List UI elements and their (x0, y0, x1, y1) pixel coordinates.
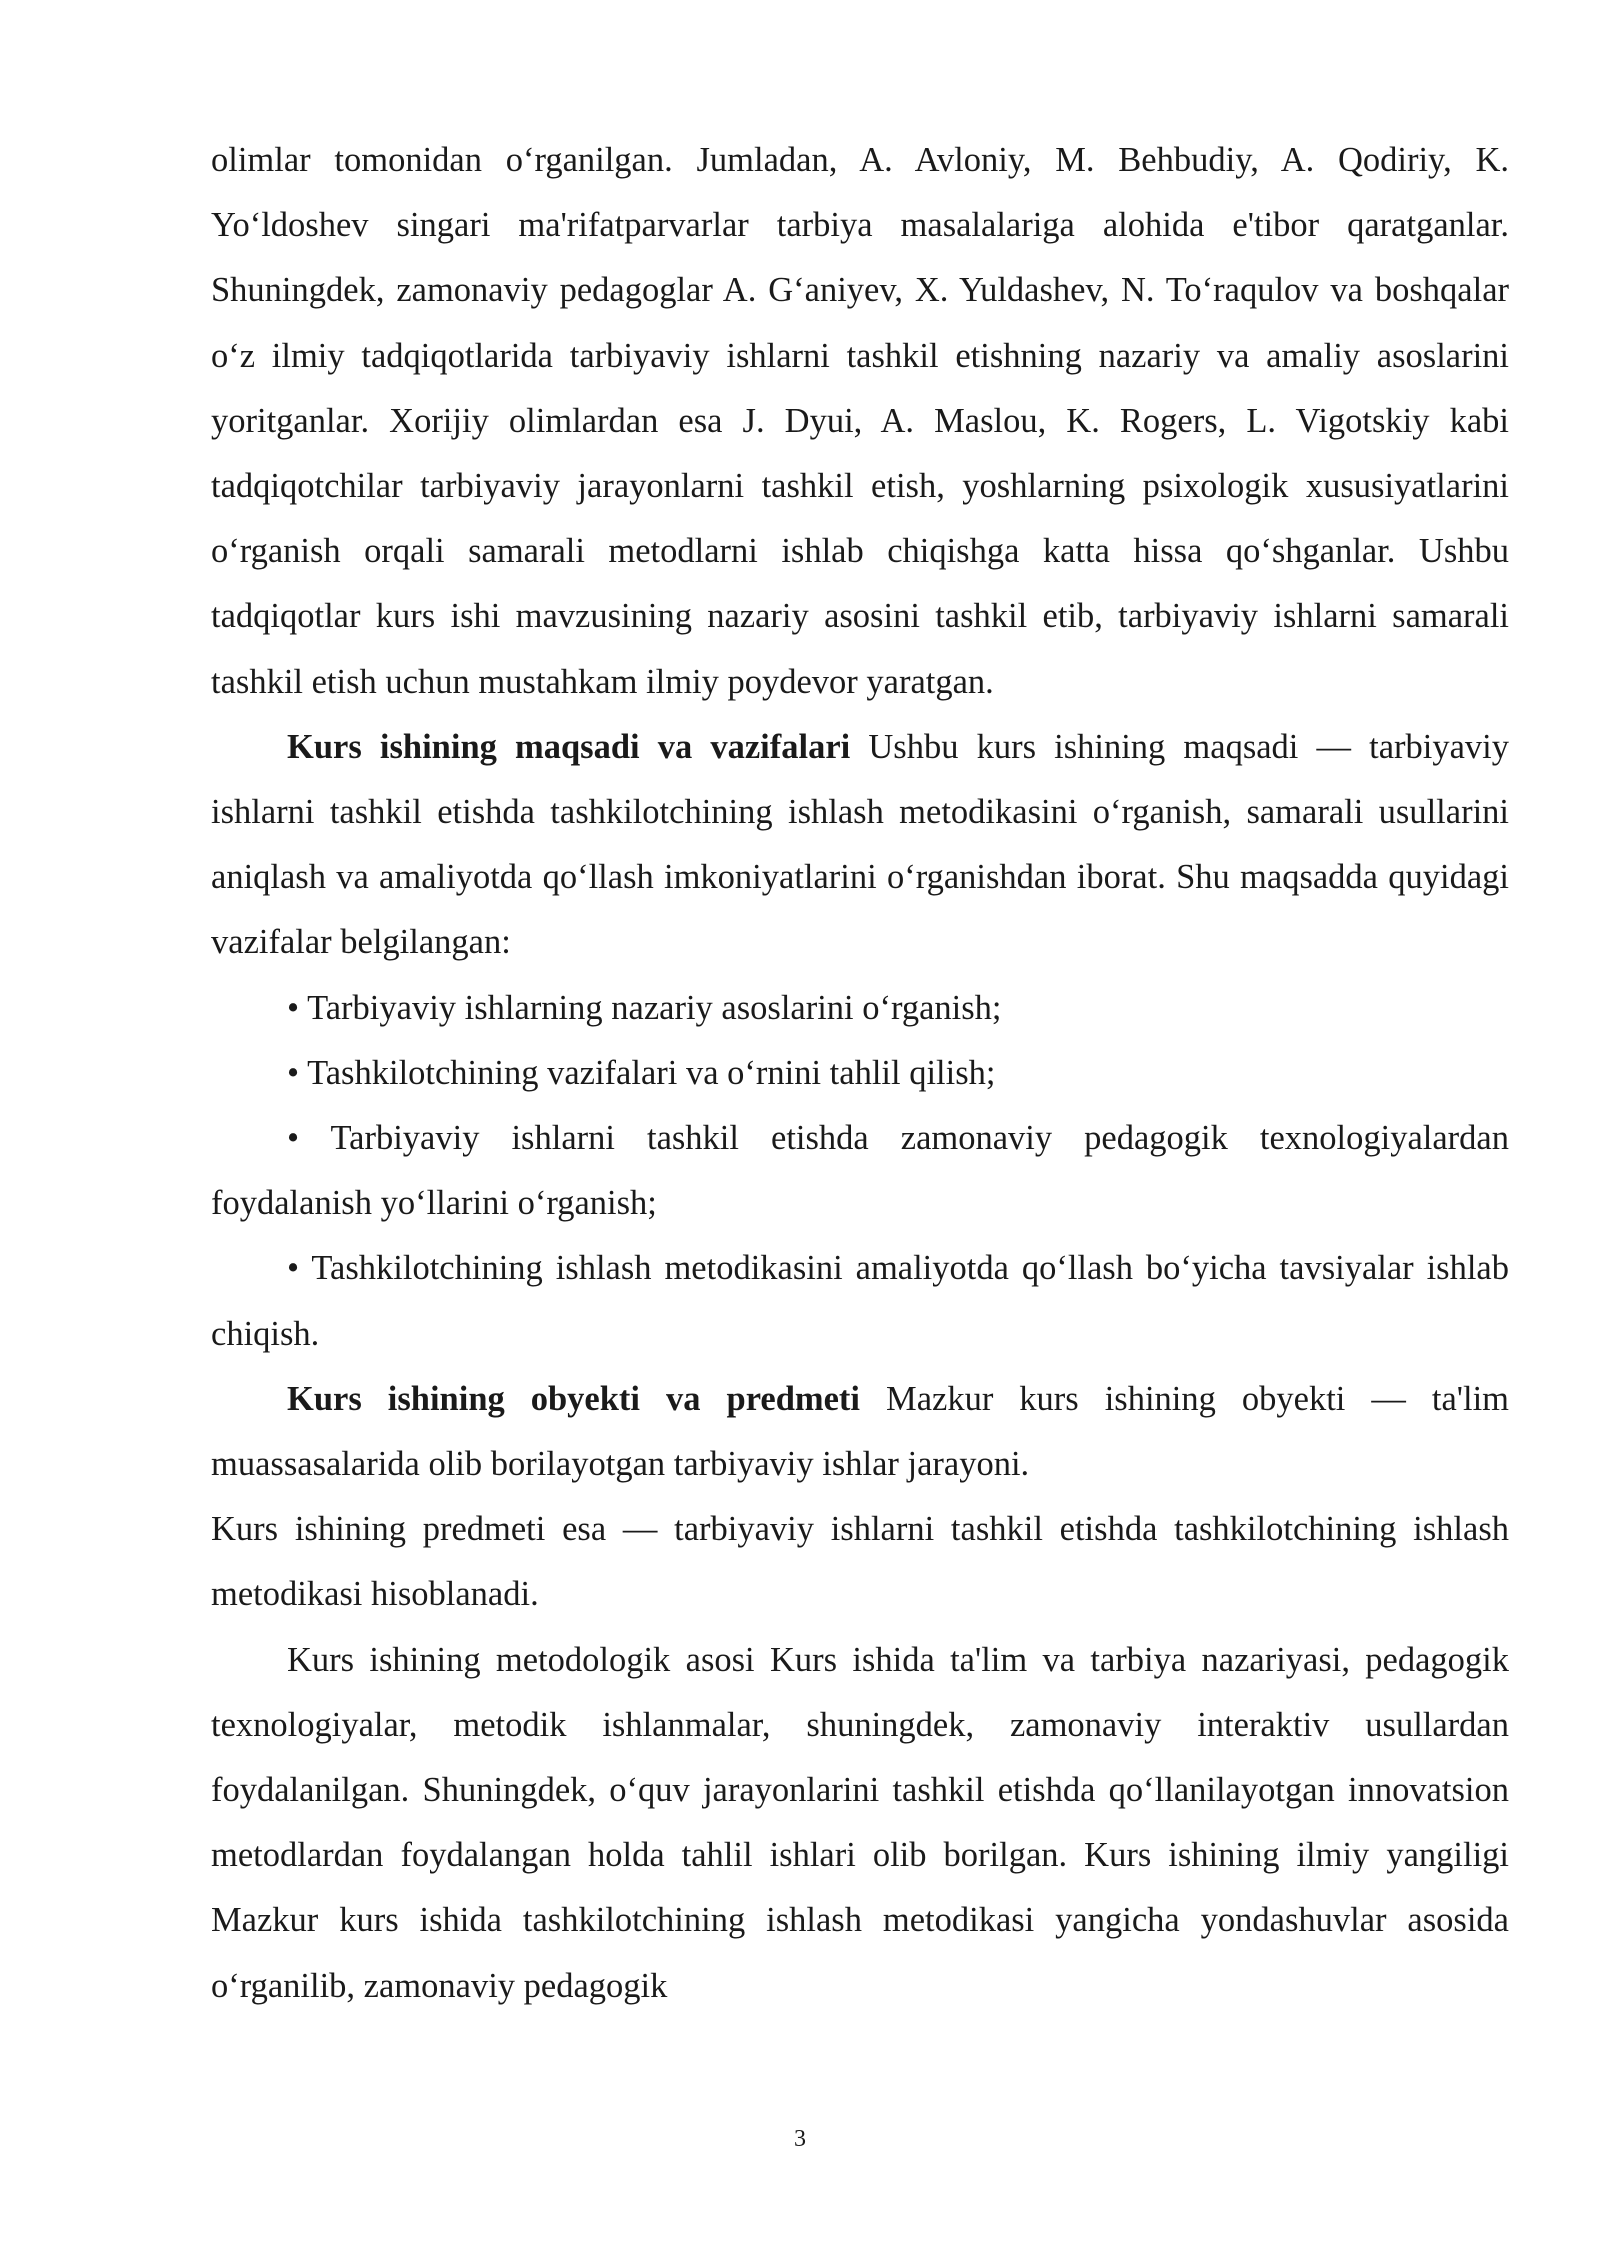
list-item: • Tarbiyaviy ishlarni tashkil etishda zamonaviy pedagogik texnologiyalardan foydalanish yo‘llarini o‘rganish; (211, 1119, 1509, 1223)
list-item: • Tashkilotchining ishlash metodikasini amaliyotda qo‘llash bo‘yicha tavsiyalar ishlab chiqish. (211, 1249, 1509, 1353)
object-text: Mazkur kurs ishining obyekti — ta'lim muassasalarida olib borilayotgan tarbiyaviy ishlar jarayoni. (211, 1379, 1509, 1484)
list-item: • Tashkilotchining vazifalari va o‘rnini tahlil qilish; (287, 1053, 996, 1092)
list-item: • Tarbiyaviy ishlarning nazariy asoslarini o‘rganish; (287, 988, 1002, 1027)
heading-object: Kurs ishining obyekti va predmeti (287, 1379, 861, 1418)
paragraph-goals (211, 715, 1509, 976)
paragraph-object (211, 1367, 1509, 1497)
heading-goals: Kurs ishining maqsadi va vazifalari (287, 727, 851, 766)
page-number: 3 (794, 2126, 806, 2152)
goals-text: Ushbu kurs ishining maqsadi — tarbiyaviy ishlarni tashkil etishda tashkilotchining ishlash metodikasini o‘rganish, samarali usullarini aniqlash va amaliyotda qo‘llash imkoniyatlarini o‘rganishdan iborat. Shu maqsadda quyidagi vazifalar belgilangan: (211, 727, 1510, 962)
paragraph-methodology: Kurs ishining metodologik asosi Kurs ishida ta'lim va tarbiya nazariyasi, pedagogik texnologiyalar, metodik ishlanmalar, shuningdek, zamonaviy interaktiv usullardan foydalanilgan. Shuningdek, o‘quv jarayonlarini tashkil etishda qo‘llanilayotgan innovatsion metodlardan foydalangan holda tahlil ishlari olib borilgan. Kurs ishining ilmiy yangiligi Mazkur kurs ishida tashkilotchining ishlash metodikasi yangicha yondashuvlar asosida o‘rganilib, zamonaviy pedagogik (211, 1640, 1509, 2005)
page-body (211, 128, 1509, 2019)
paragraph-subject: Kurs ishining predmeti esa — tarbiyaviy ishlarni tashkil etishda tashkilotchining ishlash metodikasi hisoblanadi. (211, 1510, 1509, 1614)
paragraph-scholars: olimlar tomonidan o‘rganilgan. Jumladan, A. Avloniy, M. Behbudiy, A. Qodiriy, K. Yo‘ldoshev singari ma'rifatparvarlar tarbiya masalalariga alohida e'tibor qaratganlar. Shuningdek, zamonaviy pedagoglar A. G‘aniyev, X. Yuldashev, N. To‘raqulov va boshqalar o‘z ilmiy tadqiqotlarida tarbiyaviy ishlarni tashkil etishning nazariy va amaliy asoslarini yoritganlar. Xorijiy olimlardan esa J. Dyui, A. Maslou, K. Rogers, L. Vigotskiy kabi tadqiqotchilar tarbiyaviy jarayonlarni tashkil etish, yoshlarning psixologik xususiyatlarini o‘rganish orqali samarali metodlarni ishlab chiqishga katta hissa qo‘shganlar. Ushbu tadqiqotlar kurs ishi mavzusining nazariy asosini tashkil etib, tarbiyaviy ishlarni samarali tashkil etish uchun mustahkam ilmiy poydevor yaratgan. (211, 141, 1509, 701)
